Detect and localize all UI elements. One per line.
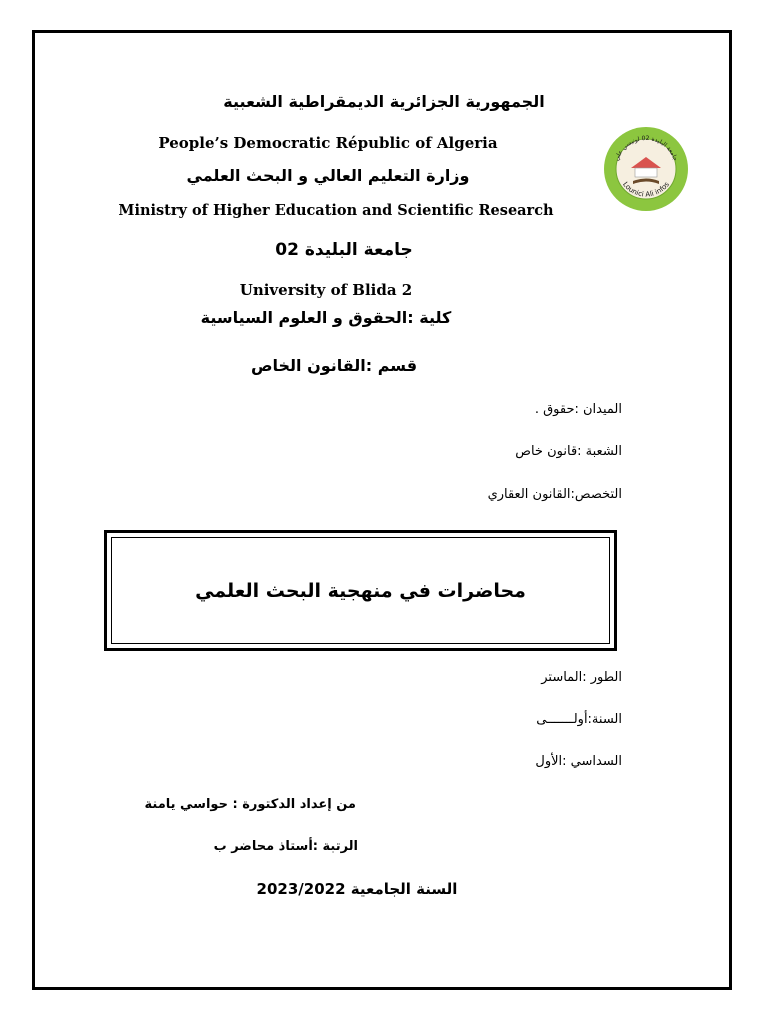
- author-line: من إعداد الدكتورة : حواسي يامنة: [144, 797, 356, 812]
- academic-year: السنة الجامعية 2023/2022: [256, 880, 458, 898]
- semester-line: السداسي :الأول: [535, 754, 622, 769]
- faculty-arabic: كلية :الحقوق و العلوم السياسية: [200, 308, 452, 327]
- logo-bottom-text: Lounici Ali infos: [621, 180, 671, 199]
- year-line: السنة:أولـــــــى: [536, 712, 622, 727]
- department-arabic: قسم :القانون الخاص: [250, 356, 418, 375]
- logo-arc-text: جامعة البليدة 02 لونيسي علي: [613, 134, 679, 162]
- republic-arabic: الجمهورية الجزائرية الديمقراطية الشعبية: [223, 92, 545, 111]
- specialty-line: التخصص:القانون العقاري: [487, 487, 622, 502]
- university-arabic: جامعة البليدة 02: [275, 240, 413, 260]
- university-logo: [603, 126, 689, 212]
- branch-line: الشعبة :قانون خاص: [515, 444, 622, 459]
- title-box: [104, 530, 617, 651]
- rank-line: الرتبة :أستاذ محاضر ب: [213, 839, 358, 854]
- cycle-line: الطور :الماستر: [541, 670, 622, 685]
- university-logo-icon: [603, 126, 689, 212]
- ministry-arabic: وزارة التعليم العالي و البحث العلمي: [186, 166, 470, 185]
- field-line: الميدان :حقوق .: [534, 402, 622, 417]
- document-title: محاضرات في منهجية البحث العلمي: [195, 579, 526, 602]
- republic-english: People’s Democratic Républic of Algeria: [158, 134, 498, 152]
- ministry-english: Ministry of Higher Education and Scientific Research: [118, 202, 554, 219]
- university-english: University of Blida 2: [239, 281, 413, 299]
- title-box-inner: [111, 537, 610, 644]
